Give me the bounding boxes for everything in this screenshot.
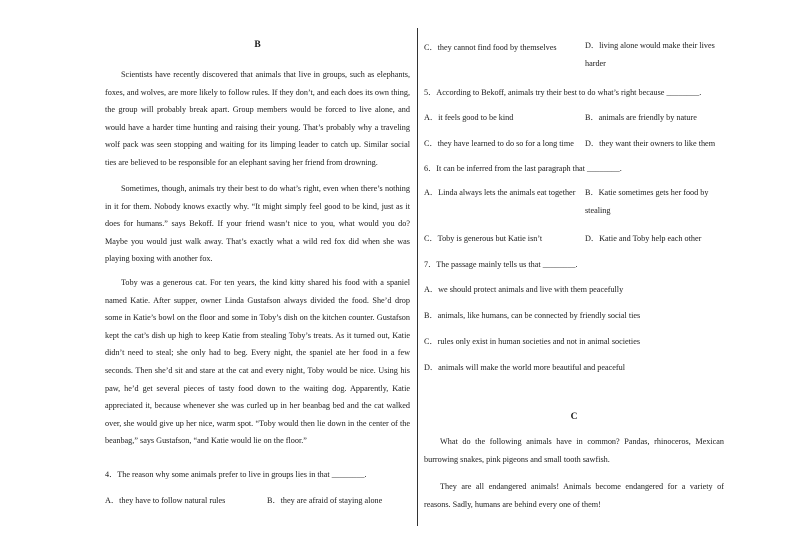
question-5-stem: 5．According to Bekoff, animals try their best to do what’s right because ________. [424, 88, 702, 97]
question-4-option-d[interactable]: D．living alone would make their lives harder [585, 41, 715, 68]
passage-b-paragraph-1: Scientists have recently discovered that animals that live in groups, such as elephants, foxes, and wolves, are more likely to follow rules. If they don’t, and each does its own thing, the group will probably break apart. Group members would be forced to live alone, and would have a harder time hunting and raising their young. That’s probably why a traveling wolf pack was seen stopping and waiting for its limping leader to catch up. Similar social ties are believed to be responsible for an elephant saving her friend from drowning. [105, 70, 410, 167]
passage-c-paragraph-2: They are all endangered animals! Animals become endangered for a variety of reasons. Sadly, humans are behind every one of them! [424, 482, 724, 509]
question-7-option-c[interactable]: C．rules only exist in human societies and not in animal societies [424, 337, 641, 346]
question-5-option-b[interactable]: B．animals are friendly by nature [585, 113, 697, 122]
passage-b-paragraph-2: Sometimes, though, animals try their best to do what’s right, even when there’s nothing in it for them. Nobody knows exactly why. “It might simply feel good to be kind, just as it does for humans.” says Bekoff. If your friend wasn’t nice to you, what would you do? Maybe you would just walk away. That’s exactly what a wild red fox did when she was playing boxing with another fox. [105, 184, 410, 264]
passage-c-paragraph-1: What do the following animals have in common? Pandas, rhinoceros, Mexican burrowing snakes, pink pigeons and small tooth sawfish. [424, 437, 724, 464]
question-4-option-a[interactable]: A．they have to follow natural rules [105, 496, 226, 505]
question-7-option-b[interactable]: B．animals, like humans, can be connected by friendly social ties [424, 311, 641, 320]
question-5-option-c[interactable]: C．they have learned to do so for a long time [424, 139, 574, 148]
passage-c-title: C [570, 412, 578, 422]
question-4-option-b[interactable]: B．they are afraid of staying alone [267, 496, 383, 505]
question-5-option-d[interactable]: D．they want their owners to like them [585, 139, 716, 148]
passage-b-title: B [254, 40, 261, 50]
question-7-option-d[interactable]: D．animals will make the world more beautiful and peaceful [424, 363, 625, 372]
question-5-option-a[interactable]: A．it feels good to be kind [424, 113, 514, 122]
question-6-option-b[interactable]: B．Katie sometimes gets her food by stealing [585, 188, 709, 215]
question-7-stem: 7．The passage mainly tells us that ________. [424, 260, 578, 269]
question-6-stem: 6．It can be inferred from the last paragraph that ________. [424, 164, 622, 173]
question-6-option-a[interactable]: A．Linda always lets the animals eat together [424, 188, 576, 197]
question-4-option-c[interactable]: C．they cannot find food by themselves [424, 43, 557, 52]
question-4-stem: 4．The reason why some animals prefer to live in groups lies in that ________. [105, 470, 367, 479]
column-divider [417, 28, 418, 526]
question-7-option-a[interactable]: A．we should protect animals and live with them peacefully [424, 285, 624, 294]
passage-b-paragraph-3: Toby was a generous cat. For ten years, the kind kitty shared his food with a spaniel named Katie. After supper, owner Linda Gustafson always divided the food. She’d drop some in Katie’s bowl on the floor and some in Toby’s dish on the kitchen counter. Gustafson kept the cat’s dish up high to keep Katie from stealing Toby’s treats. As it turned out, Katie didn’t need to steal; she only had to beg. Every night, the spaniel ate her food in a few seconds. Then she’d sit and stare at the cat and every night, Toby would be nice. Using his paw, he’d get several pieces of tasty food down to the waiting dog. Apparently, Katie appreciated it, because whenever she was curled up in her beanbag bed and the cat walked over, she would give up her nice, warm spot. “Toby would then lie down in the center of the beanbag,” says Gustafson, “and Katie would lie on the floor.” [105, 278, 410, 446]
question-6-option-d[interactable]: D．Katie and Toby help each other [585, 234, 702, 243]
question-6-option-c[interactable]: C．Toby is generous but Katie isn’t [424, 234, 543, 243]
